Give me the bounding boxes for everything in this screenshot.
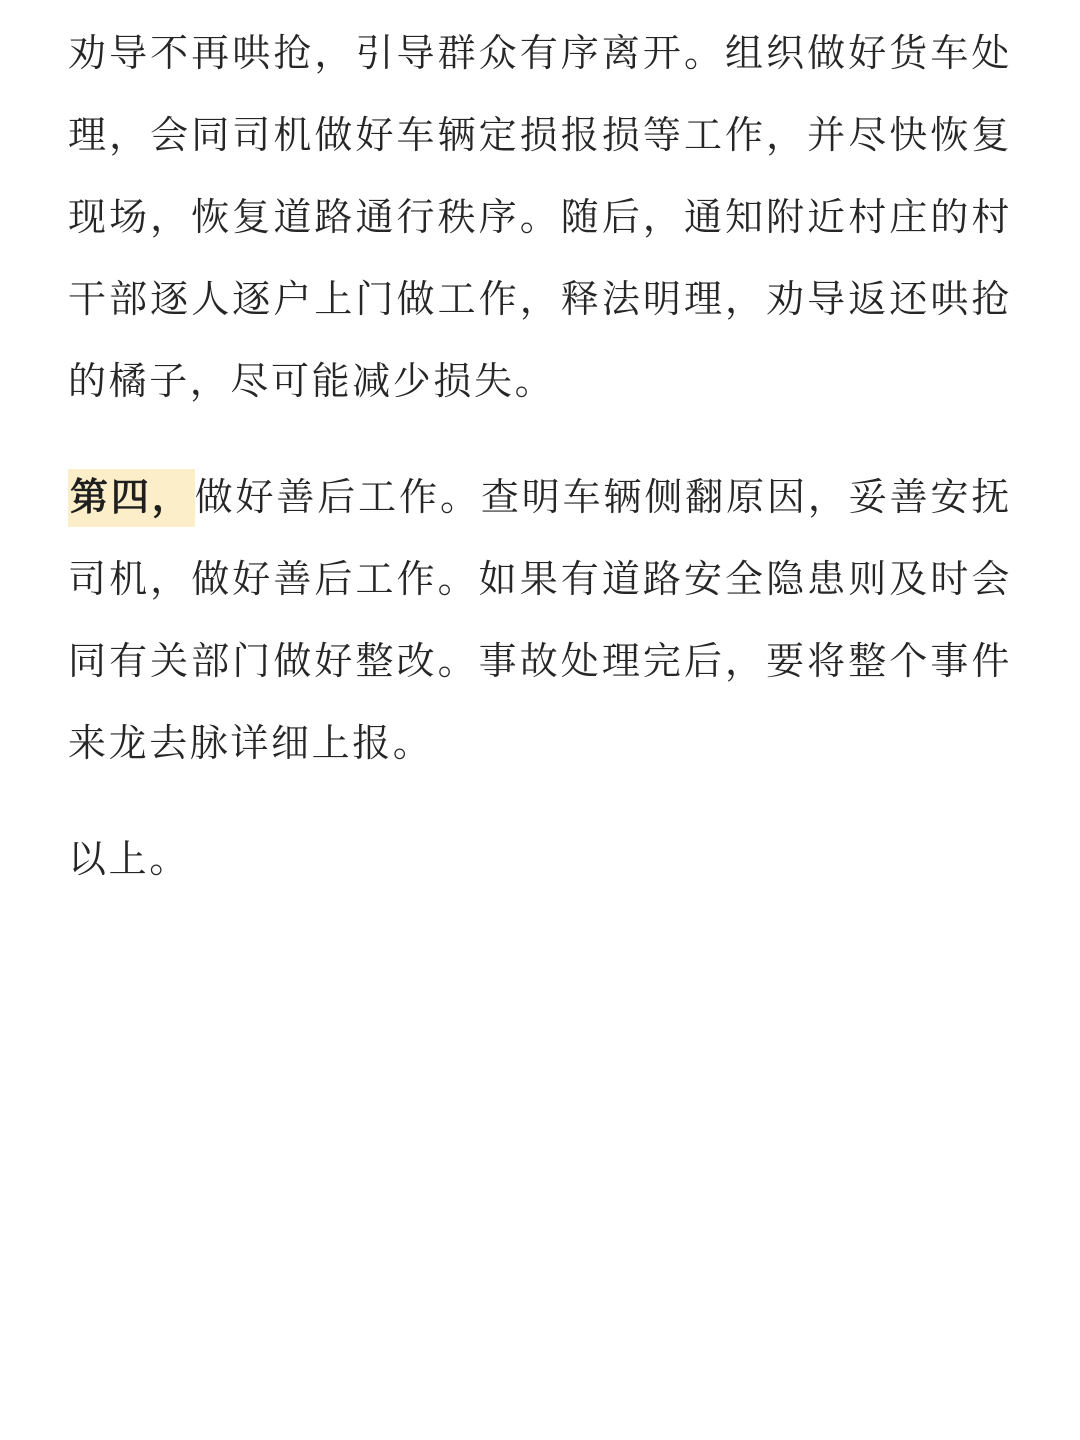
paragraph-3: [68, 818, 1012, 900]
highlighted-heading: 第四，: [68, 469, 195, 527]
document-body: [68, 12, 1012, 900]
paragraph-2: [68, 456, 1012, 784]
paragraph-1-text: 劝导不再哄抢，引导群众有序离开。组织做好货车处理，会同司机做好车辆定损报损等工作，并尽快恢复现场，恢复道路通行秩序。随后，通知附近村庄的村干部逐人逐户上门做工作，释法明理，劝导返还哄抢的橘子，尽可能减少损失。: [68, 31, 1012, 403]
paragraph-2-text: 做好善后工作。查明车辆侧翻原因，妥善安抚司机，做好善后工作。如果有道路安全隐患则及时会同有关部门做好整改。事故处理完后，要将整个事件来龙去脉详细上报。: [68, 475, 1012, 765]
paragraph-3-text: 以上。: [68, 837, 190, 881]
paragraph-1: [68, 12, 1012, 422]
